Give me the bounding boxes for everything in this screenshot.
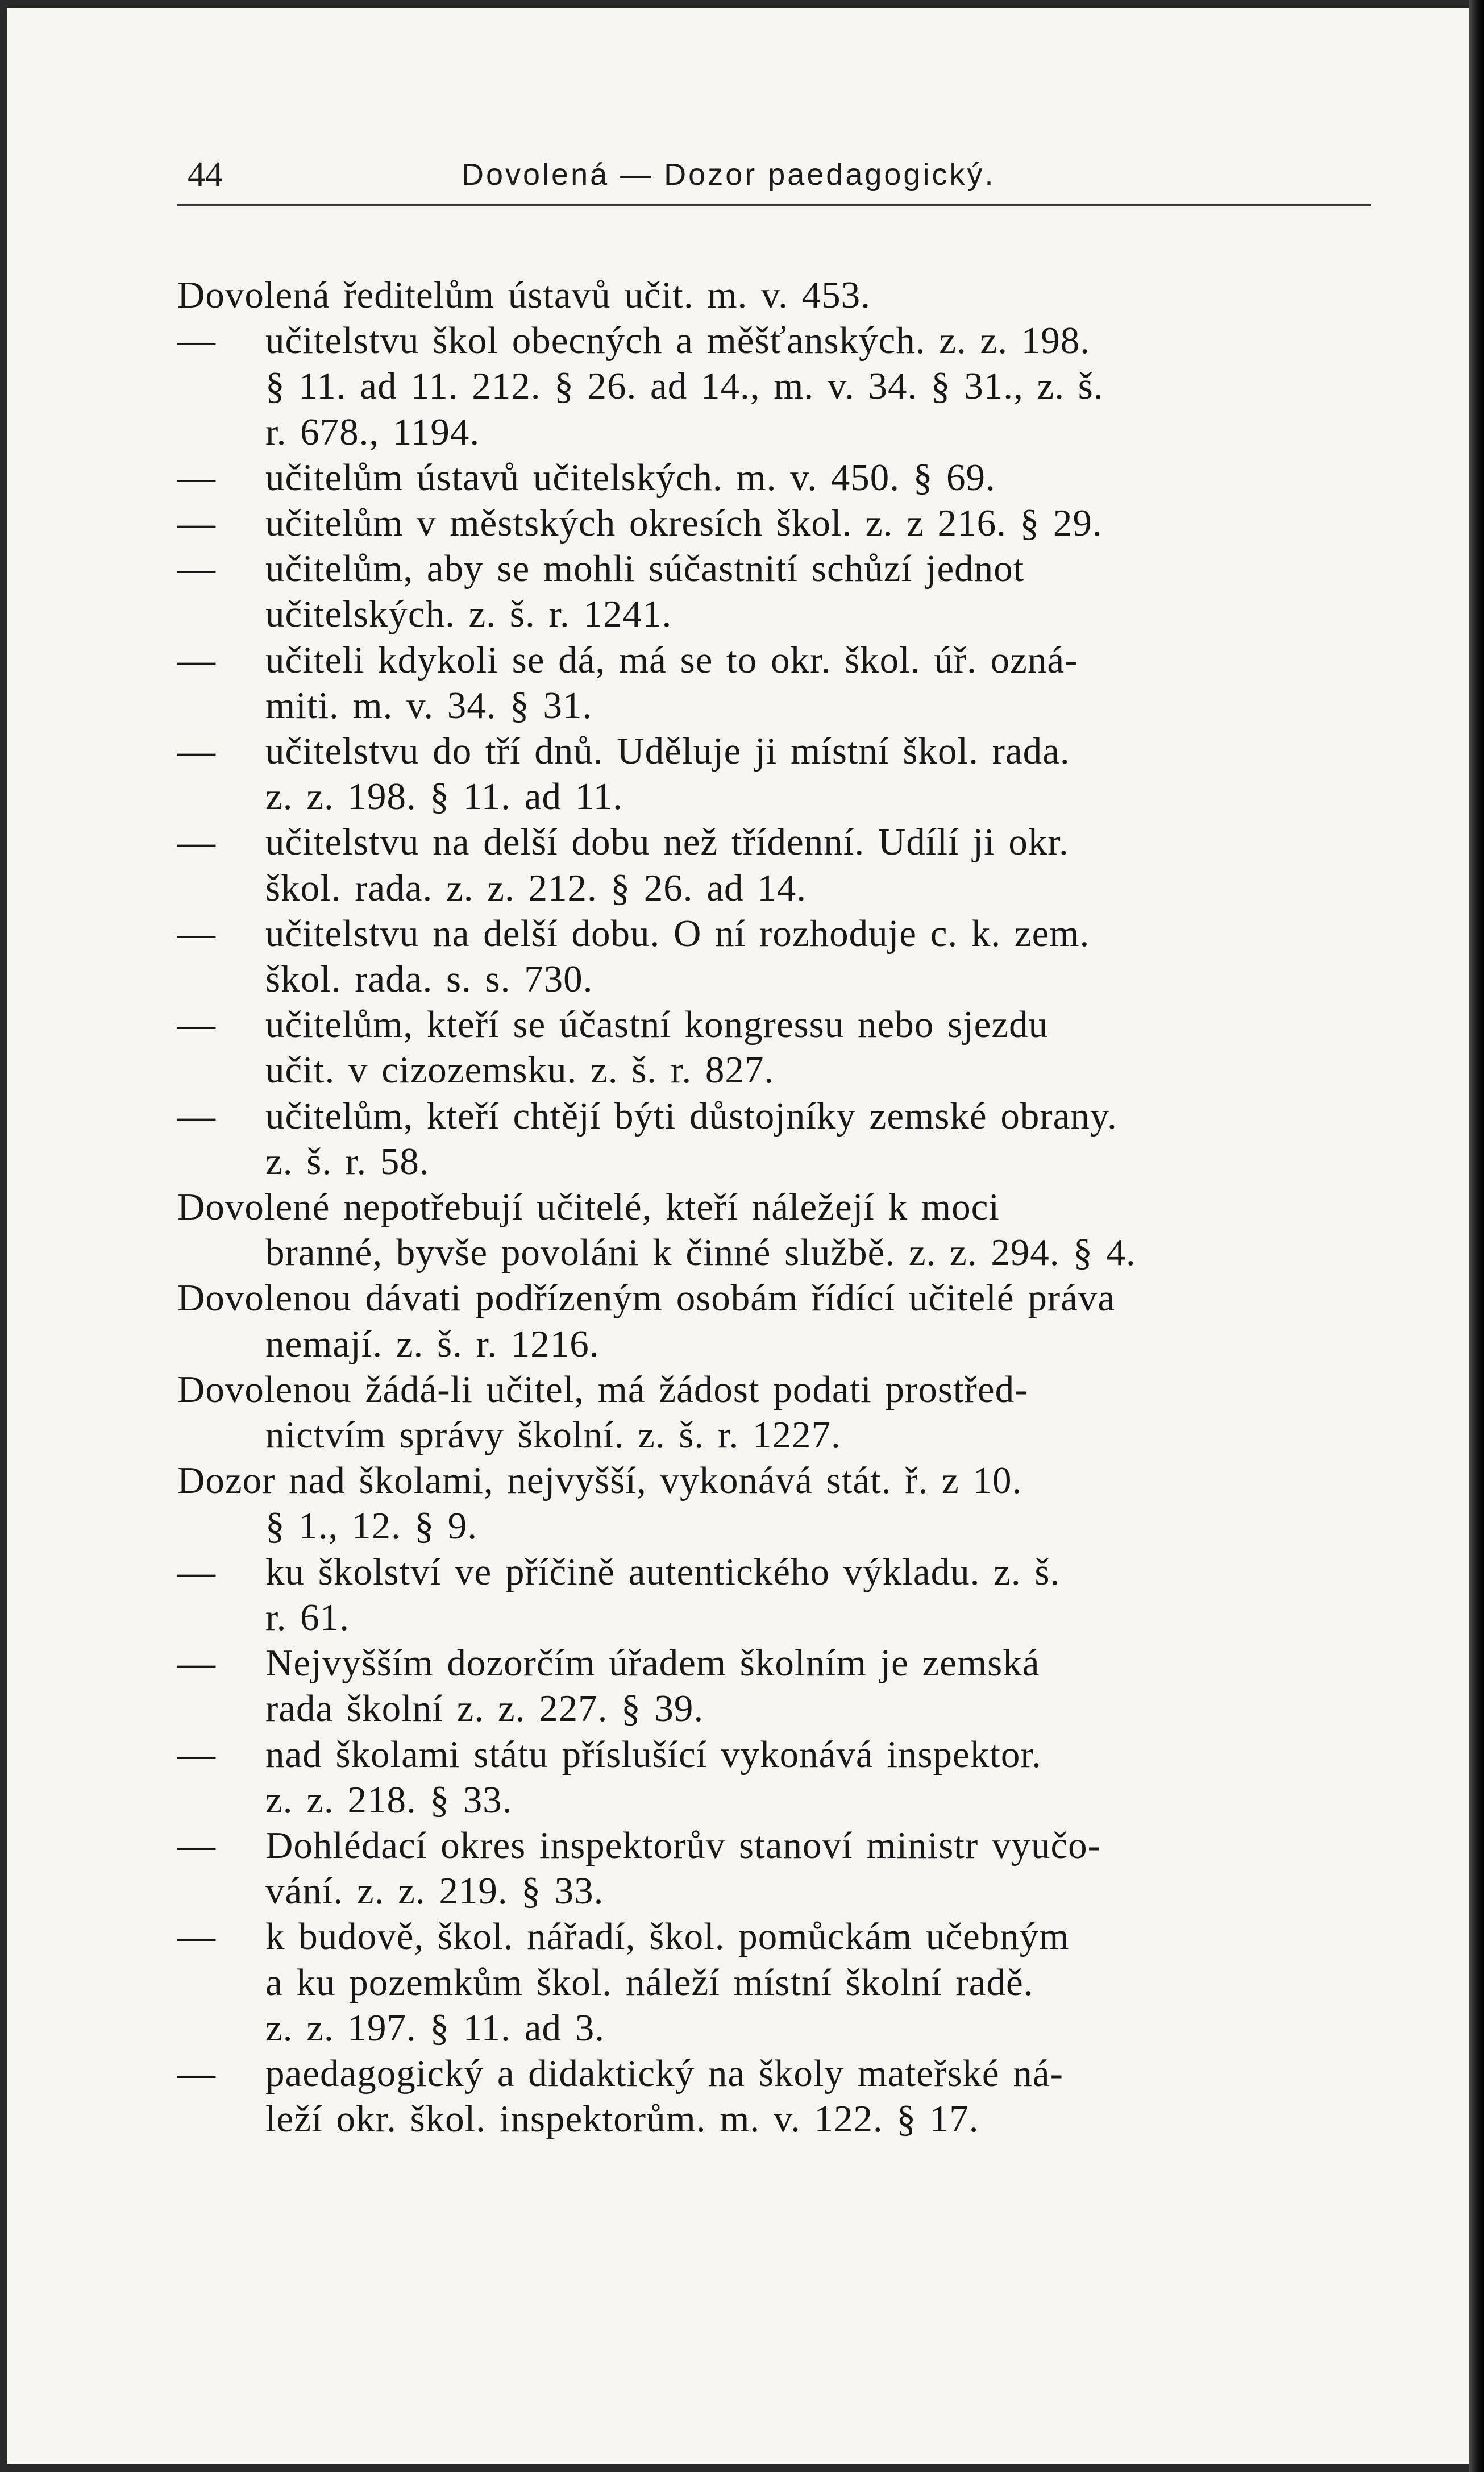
entry-line [177,911,1377,956]
entry-dash: — [177,821,216,864]
entry-text: miti. m. v. 34. § 31. [265,684,593,727]
entry-line [177,1047,1377,1093]
entry-dash: — [177,1642,216,1685]
index-entries [177,272,1377,2142]
entry-text: učiteli kdykoli se dá, má se to okr. škol. úř. ozná- [265,638,1078,681]
entry-line [177,1686,1377,1731]
entry-text: Dovolené nepotřebují učitelé, kteří náležejí k moci [177,1186,1000,1229]
entry-dash: — [177,1733,216,1776]
entry-line [177,1777,1377,1823]
entry-text: Dovolenou dávati podřízeným osobám řídící učitelé práva [177,1277,1116,1320]
entry-text: učitelských. z. š. r. 1241. [265,593,672,636]
entry-text: Dozor nad školami, nejvyšší, vykonává stát. ř. z 10. [177,1459,1022,1502]
header-rule [177,204,1371,206]
entry-line [177,1458,1377,1503]
entry-text: vání. z. z. 219. § 33. [265,1870,604,1913]
entry-line [177,1868,1377,1914]
entry-text: z. z. 218. § 33. [265,1778,513,1821]
entry-line [177,591,1377,637]
entry-line [177,1503,1377,1549]
entry-text: Nejvyšším dozorčím úřadem školním je zemská [265,1642,1040,1685]
book-binding-edge [1469,0,1484,2472]
entry-text: nemají. z. š. r. 1216. [265,1322,600,1365]
entry-line [177,546,1377,591]
page-header [177,149,1371,217]
entry-dash: — [177,1003,216,1046]
entry-text: a ku pozemkům škol. náleží místní školní radě. [265,1961,1034,2004]
entry-text: leží okr. škol. inspektorům. m. v. 122. § 17. [265,2098,979,2141]
entry-line [177,1914,1377,1959]
entry-text: branné, byvše povoláni k činné službě. z. z. 294. § 4. [265,1231,1136,1274]
entry-line [177,1412,1377,1458]
entry-text: učitelstvu do tří dnů. Uděluje ji místní škol. rada. [265,730,1070,773]
entry-text: z. z. 197. § 11. ad 3. [265,2006,605,2049]
entry-line [177,1002,1377,1047]
entry-text: nictvím správy školní. z. š. r. 1227. [265,1414,841,1457]
entry-line [177,1640,1377,1686]
entry-text: Dohlédací okres inspektorův stanoví ministr vyučo- [265,1824,1101,1867]
entry-line [177,1321,1377,1367]
entry-text: rada školní z. z. 227. § 39. [265,1687,704,1730]
entry-text: učitelům ústavů učitelských. m. v. 450. § 69. [265,456,996,499]
entry-line [177,1184,1377,1230]
entry-text: § 1., 12. § 9. [265,1505,477,1548]
entry-text: r. 61. [265,1596,350,1639]
entry-text: nad školami státu příslušící vykonává inspektor. [265,1733,1042,1776]
entry-dash: — [177,638,216,681]
entry-text: z. z. 198. § 11. ad 11. [265,775,623,818]
entry-line [177,1823,1377,1868]
entry-dash: — [177,2052,216,2094]
entry-text: učit. v cizozemsku. z. š. r. 827. [265,1049,775,1092]
entry-line [177,2051,1377,2096]
entry-line [177,1139,1377,1184]
entry-dash: — [177,502,216,545]
entry-dash: — [177,1915,216,1958]
entry-line [177,363,1377,409]
entry-text: učitelům, kteří se účastní kongressu nebo sjezdu [265,1003,1049,1046]
entry-text: k budově, škol. nářadí, škol. pomůckám učebným [265,1915,1070,1958]
running-head: Dovolená — Dozor paedagogický. [462,157,996,192]
entry-text: učitelům, aby se mohli súčastnití schůzí jednot [265,548,1025,590]
entry-text: z. š. r. 58. [265,1140,430,1183]
entry-text: učitelům v městských okresích škol. z. z 216. § 29. [265,502,1103,545]
entry-dash: — [177,320,216,362]
entry-text: učitelstvu na delší dobu. O ní rozhoduje c. k. zem. [265,912,1090,955]
entry-line [177,455,1377,500]
entry-text: učitelstvu na delší dobu než třídenní. Udílí ji okr. [265,821,1069,864]
entry-line [177,1275,1377,1321]
entry-line [177,1595,1377,1640]
book-page [7,8,1469,2464]
entry-line [177,728,1377,774]
entry-text: učitelům, kteří chtějí býti důstojníky zemské obrany. [265,1094,1117,1137]
entry-line [177,2005,1377,2051]
entry-line [177,1732,1377,1777]
entry-line [177,865,1377,911]
entry-line [177,1549,1377,1595]
entry-dash: — [177,730,216,773]
entry-line [177,318,1377,363]
entry-text: Dovolenou žádá-li učitel, má žádost podati prostřed- [177,1368,1028,1411]
page-number: 44 [188,155,223,194]
entry-line [177,1230,1377,1275]
entry-dash: — [177,456,216,499]
entry-text: r. 678., 1194. [265,410,480,453]
entry-text: § 11. ad 11. 212. § 26. ad 14., m. v. 34. § 31., z. š. [265,365,1104,408]
entry-dash: — [177,1094,216,1137]
entry-line [177,409,1377,455]
entry-line [177,272,1377,318]
entry-text: Dovolená ředitelům ústavů učit. m. v. 453. [177,274,871,316]
entry-line [177,1093,1377,1139]
entry-line [177,819,1377,865]
entry-text: škol. rada. s. s. 730. [265,958,593,1001]
entry-dash: — [177,548,216,590]
entry-dash: — [177,912,216,955]
entry-dash: — [177,1824,216,1867]
entry-line [177,2096,1377,2142]
entry-line [177,637,1377,683]
entry-line [177,956,1377,1002]
entry-line [177,1960,1377,2005]
entry-dash: — [177,1550,216,1593]
entry-line [177,500,1377,546]
entry-line [177,683,1377,728]
entry-text: škol. rada. z. z. 212. § 26. ad 14. [265,866,807,909]
entry-text: paedagogický a didaktický na školy mateřské ná- [265,2052,1063,2094]
entry-text: učitelstvu škol obecných a měšťanských. z. z. 198. [265,320,1090,362]
entry-line [177,1367,1377,1412]
entry-line [177,774,1377,819]
entry-text: ku školství ve příčině autentického výkladu. z. š. [265,1550,1061,1593]
